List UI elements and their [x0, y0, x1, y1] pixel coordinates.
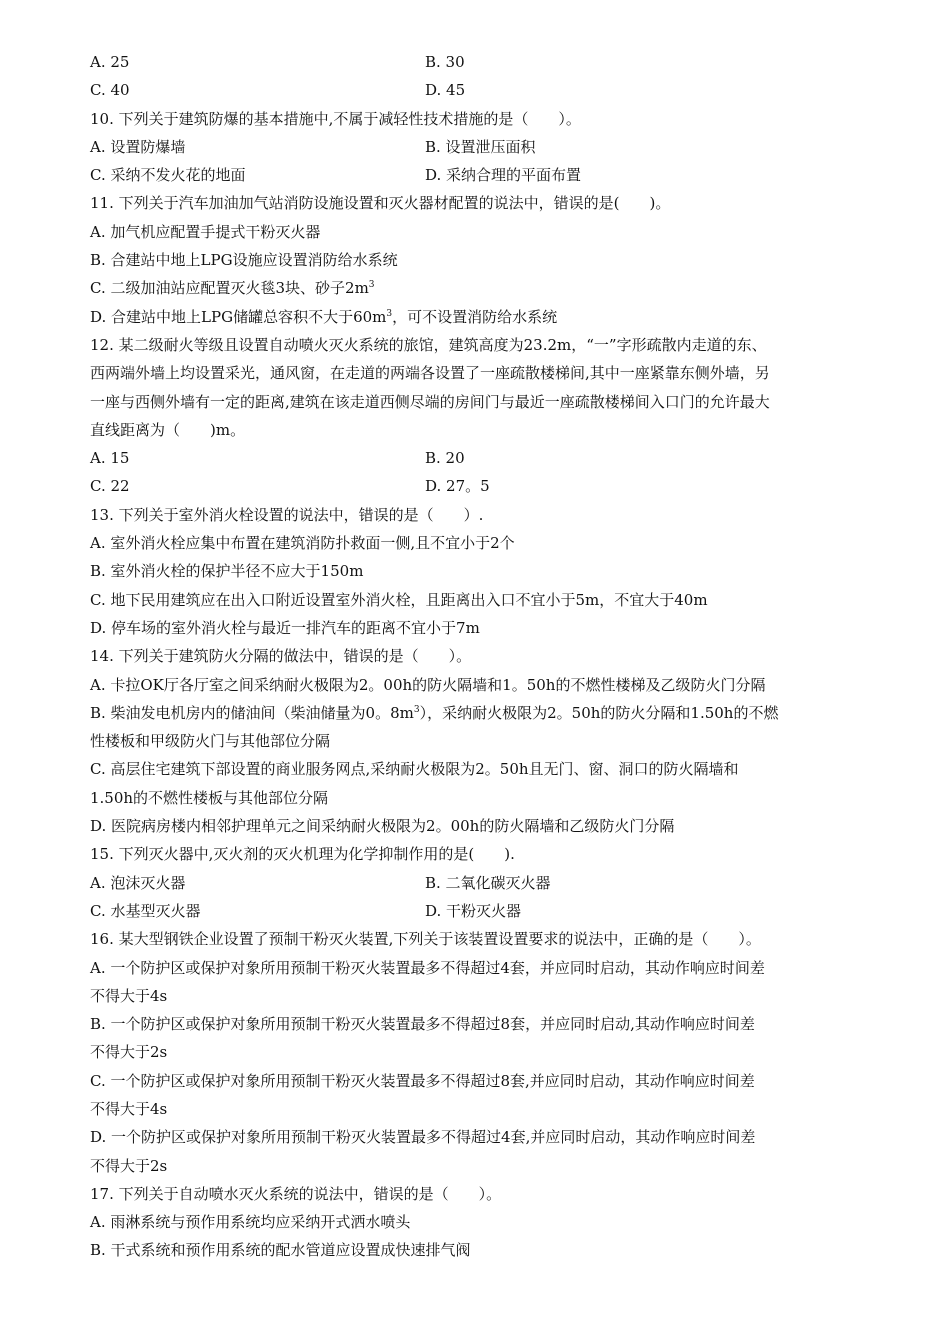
- q10-option-b: B. 设置泄压面积: [425, 137, 536, 156]
- q12-stem-line: 西两端外墙上均设置采光，通风窗，在走道的两端各设置了一座疏散楼梯间,其中一座紧靠东侧外墙，另: [90, 364, 770, 383]
- q13-option-d: D. 停车场的室外消火栓与最近一排汽车的距离不宜小于7m: [90, 618, 480, 637]
- q10-options-row-1: [90, 133, 880, 161]
- q12-options-row-2: [90, 472, 880, 500]
- q11-option-c-text: C. 二级加油站应配置灭火毯3块、砂子2m: [90, 279, 369, 298]
- exam-page: [90, 48, 880, 1265]
- q15-stem: 15. 下列灭火器中,灭火剂的灭火机理为化学抑制作用的是( ).: [90, 845, 515, 864]
- q13-option-a: A. 室外消火栓应集中布置在建筑消防扑救面一侧,且不宜小于2个: [90, 534, 515, 553]
- q11-option-b: B. 合建站中地上LPG设施应设置消防给水系统: [90, 251, 398, 270]
- q14-option-a: A. 卡拉OK厅各厅室之间采纳耐火极限为2。00h的防火隔墙和1。50h的不燃性楼梯及乙级防火门分隔: [90, 675, 766, 694]
- q14-option-b-continued: 性楼板和甲级防火门与其他部位分隔: [90, 732, 331, 751]
- q9-options-row-2: [90, 76, 880, 104]
- q16-option-a: A. 一个防护区或保护对象所用预制干粉灭火装置最多不得超过4套，并应同时启动，其动作响应时间差: [90, 958, 765, 977]
- q14-option-b-text: B. 柴油发电机房内的储油间（柴油储量为0。8m: [90, 703, 414, 722]
- q15-options-row-1: [90, 869, 880, 897]
- q11-option-d-text: D. 合建站中地上LPG储罐总容积不大于60m: [90, 307, 387, 326]
- q16-option-b-continued: 不得大于2s: [90, 1043, 168, 1062]
- q9-option-b: B. 30: [425, 53, 465, 71]
- q16-option-a-continued: 不得大于4s: [90, 986, 168, 1005]
- q12-stem-line: 一座与西侧外墙有一定的距离,建筑在该走道西侧尽端的房间门与最近一座疏散楼梯间入口门的允许最大: [90, 392, 770, 411]
- q10-option-a: A. 设置防爆墙: [90, 137, 186, 156]
- q13-option-b: B. 室外消火栓的保护半径不应大于150m: [90, 562, 364, 581]
- q12-option-c: C. 22: [90, 477, 130, 496]
- q15-options-row-2: [90, 897, 880, 925]
- q12-option-b: B. 20: [425, 449, 465, 468]
- q13-option-c: C. 地下民用建筑应在出入口附近设置室外消火栓，且距离出入口不宜小于5m，不宜大于40m: [90, 590, 708, 609]
- q14-stem: 14. 下列关于建筑防火分隔的做法中，错误的是（ ）。: [90, 647, 472, 666]
- q16-option-c-continued: 不得大于4s: [90, 1099, 168, 1118]
- q12-stem-line: 12. 某二级耐火等级且设置自动喷火灭火系统的旅馆，建筑高度为23.2m，“一”字形疏散内走道的东、: [90, 335, 767, 354]
- q11-option-d: [90, 303, 880, 331]
- q9-options-row-1: [90, 48, 880, 76]
- q16-option-c: C. 一个防护区或保护对象所用预制干粉灭火装置最多不得超过8套,并应同时启动，其动作响应时间差: [90, 1071, 755, 1090]
- q9-option-c: C. 40: [90, 81, 130, 100]
- q13-stem: 13. 下列关于室外消火栓设置的说法中，错误的是（ ）.: [90, 505, 484, 524]
- q17-option-b: B. 干式系统和预作用系统的配水管道应设置成快速排气阀: [90, 1241, 471, 1260]
- q16-option-d-continued: 不得大于2s: [90, 1156, 168, 1175]
- q14-option-d: D. 医院病房楼内相邻护理单元之间采纳耐火极限为2。00h的防火隔墙和乙级防火门分隔: [90, 817, 675, 836]
- q16-option-b: B. 一个防护区或保护对象所用预制干粉灭火装置最多不得超过8套，并应同时启动,其动作响应时间差: [90, 1015, 755, 1034]
- q10-option-c: C. 采纳不发火花的地面: [90, 166, 246, 185]
- q17-stem: 17. 下列关于自动喷水灭火系统的说法中，错误的是（ ）。: [90, 1184, 502, 1203]
- q14-option-b-text-rest: ），采纳耐火极限为2。50h的防火分隔和1.50h的不燃: [419, 703, 779, 722]
- q12-option-a: A. 15: [90, 449, 130, 468]
- q17-option-a: A. 雨淋系统与预作用系统均应采纳开式洒水喷头: [90, 1213, 411, 1232]
- q11-option-c: [90, 274, 880, 302]
- q15-option-c: C. 水基型灭火器: [90, 901, 201, 920]
- q11-stem: 11. 下列关于汽车加油加气站消防设施设置和灭火器材配置的说法中，错误的是( )。: [90, 194, 671, 213]
- q11-option-c-superscript: 3: [368, 280, 375, 291]
- q9-option-a: A. 25: [90, 53, 130, 71]
- q14-option-b-superscript: 3: [413, 704, 420, 715]
- q14-option-c-continued: 1.50h的不燃性楼板与其他部位分隔: [90, 788, 329, 807]
- q11-option-d-superscript: 3: [386, 308, 393, 319]
- q11-option-a: A. 加气机应配置手提式干粉灭火器: [90, 222, 321, 241]
- q10-options-row-2: [90, 161, 880, 189]
- q15-option-d: D. 干粉灭火器: [425, 901, 522, 920]
- q14-option-c: C. 高层住宅建筑下部设置的商业服务网点,采纳耐火极限为2。50h且无门、窗、洞口的防火隔墙和: [90, 760, 739, 779]
- q12-options-row-1: [90, 444, 880, 472]
- q11-option-d-text-rest: ，可不设置消防给水系统: [392, 307, 558, 326]
- q14-option-b: [90, 699, 880, 727]
- q15-option-b: B. 二氧化碳灭火器: [425, 873, 551, 892]
- q10-option-d: D. 采纳合理的平面布置: [425, 166, 582, 185]
- q10-stem: 10. 下列关于建筑防爆的基本措施中,不属于减轻性技术措施的是（ ）。: [90, 109, 581, 128]
- q16-option-d: D. 一个防护区或保护对象所用预制干粉灭火装置最多不得超过4套,并应同时启动，其动作响应时间差: [90, 1128, 756, 1147]
- q16-stem: 16. 某大型钢铁企业设置了预制干粉灭火装置,下列关于该装置设置要求的说法中，正确的是（ ）。: [90, 930, 761, 949]
- q15-option-a: A. 泡沫灭火器: [90, 873, 186, 892]
- q9-option-d: D. 45: [425, 81, 466, 100]
- q12-option-d: D. 27。5: [425, 477, 490, 496]
- q12-stem-line: 直线距离为（ )m。: [90, 420, 246, 439]
